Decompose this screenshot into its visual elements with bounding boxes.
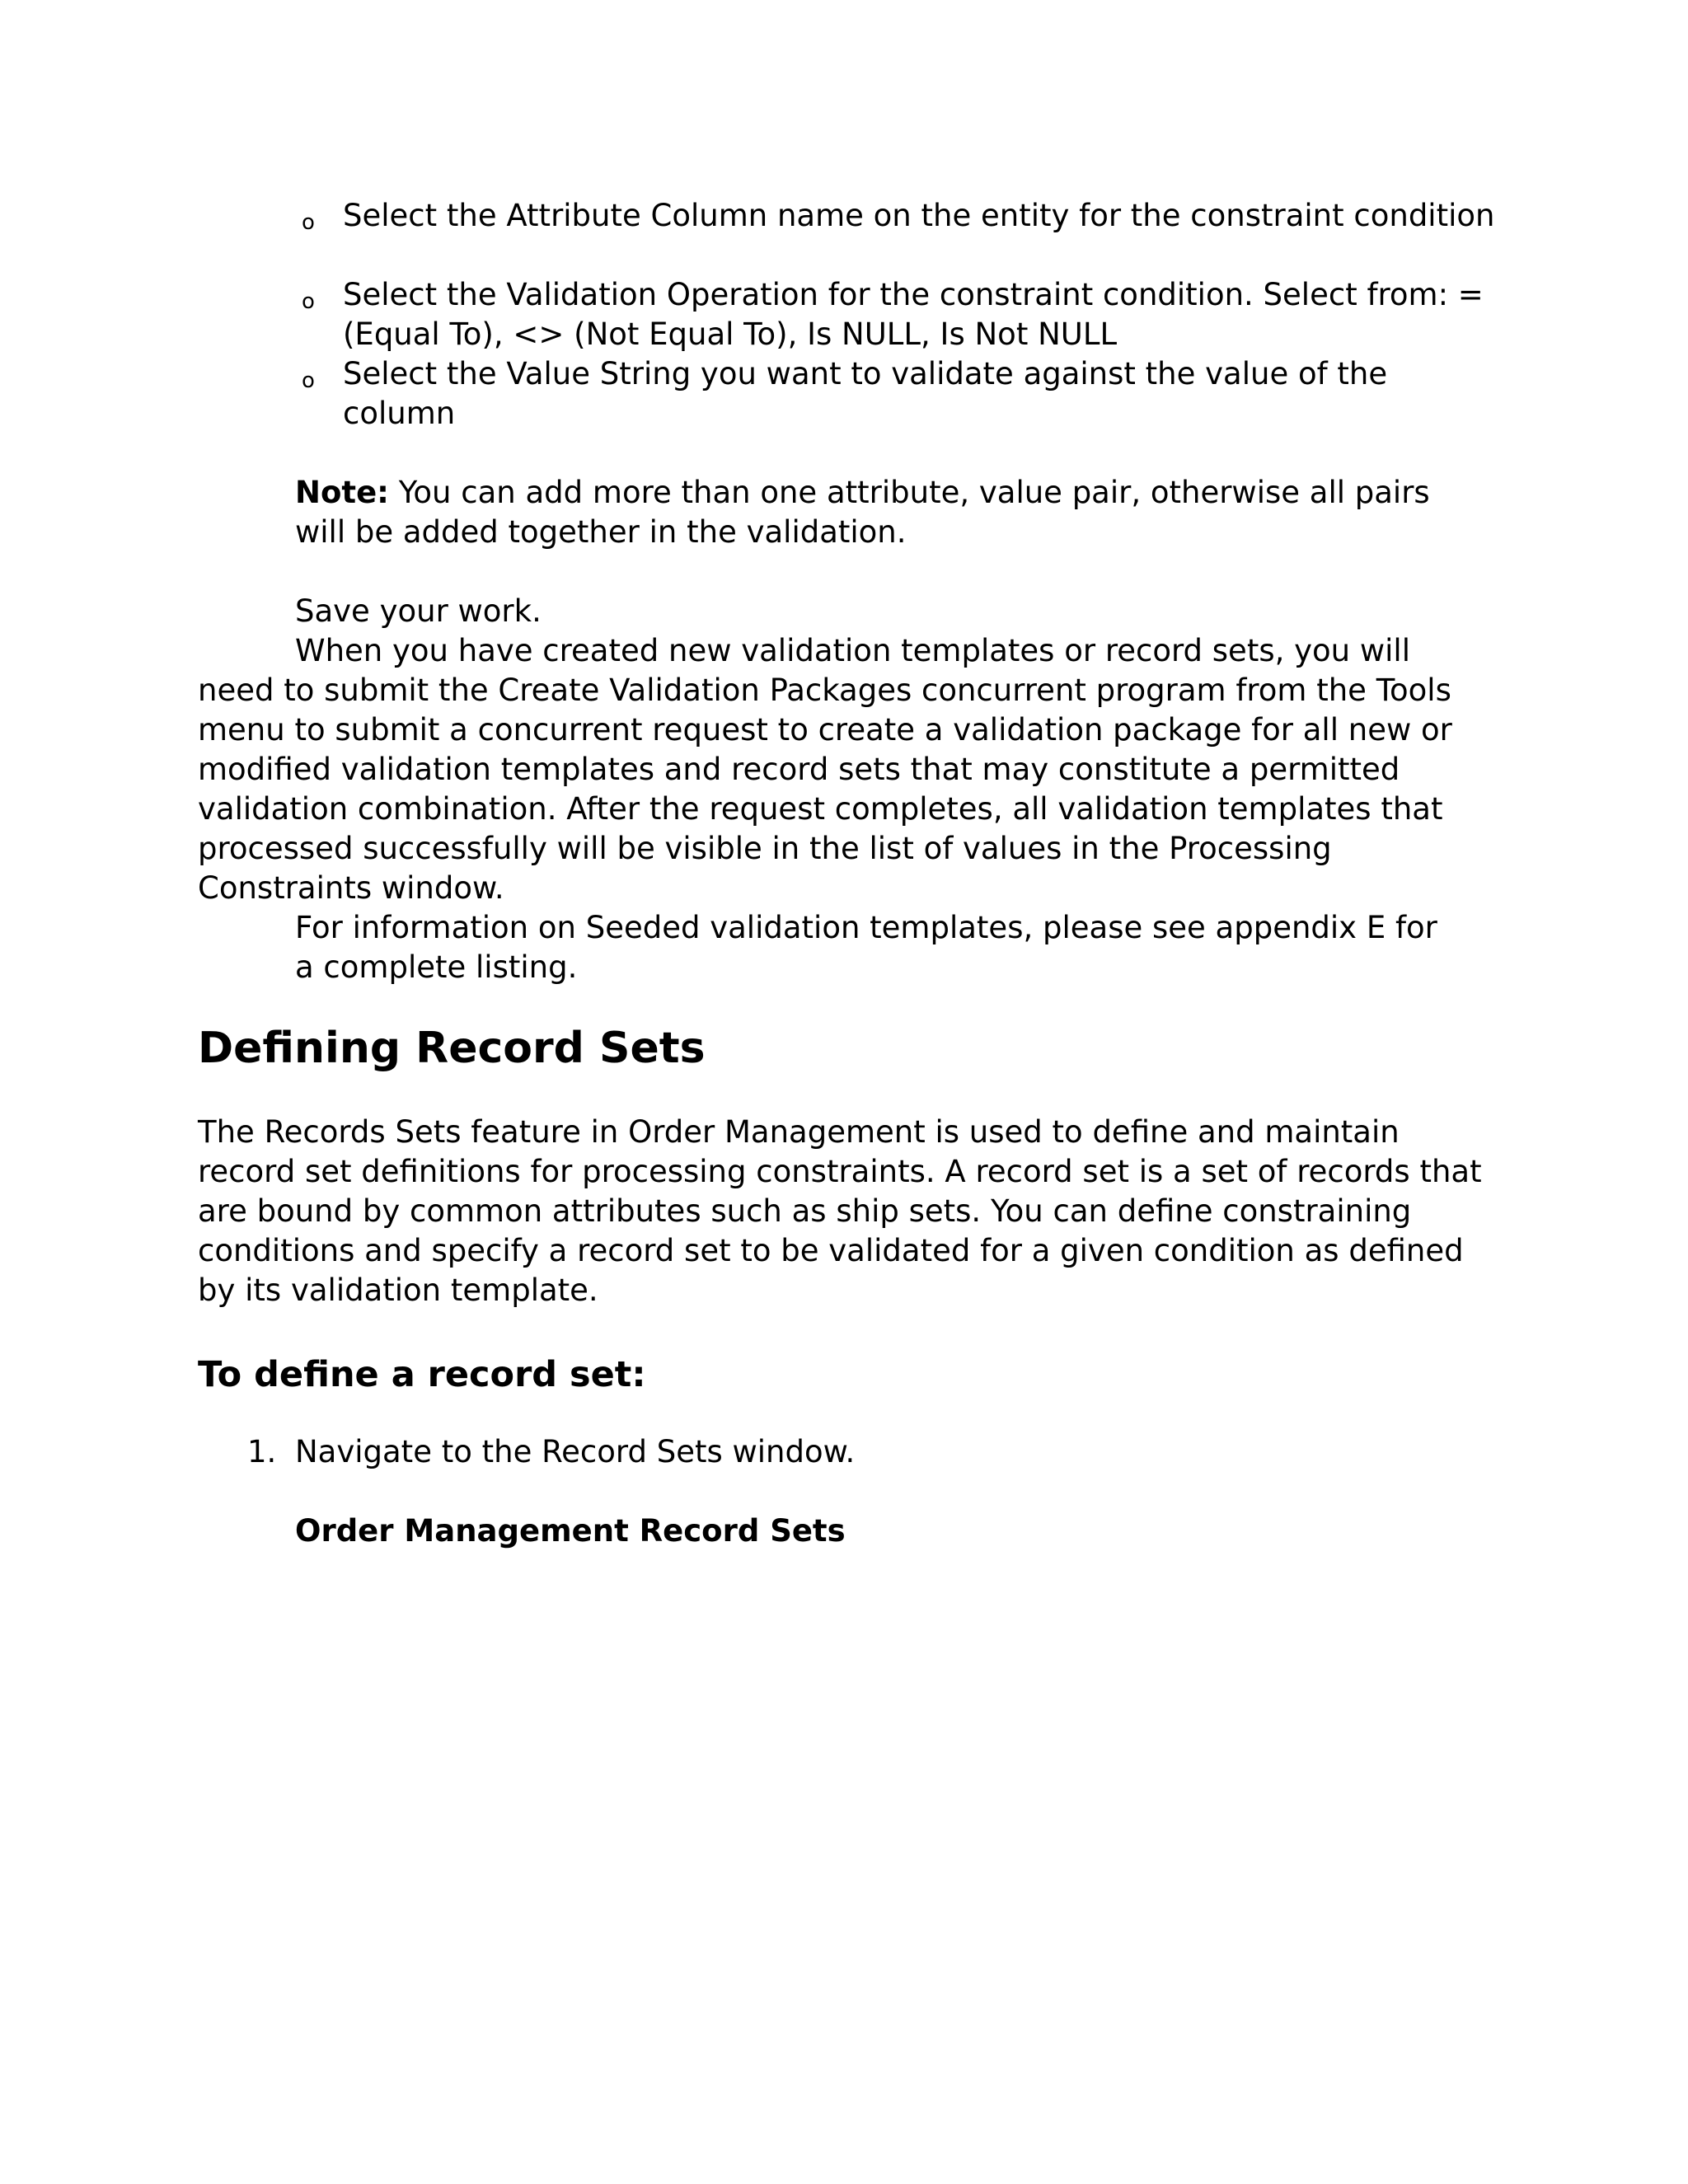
seeded-templates-paragraph: For information on Seeded validation templates, please see appendix E for a complete listing. — [295, 910, 1437, 985]
save-work-text: Save your work. — [295, 593, 542, 629]
bullet-circle-icon: o — [302, 368, 315, 393]
note-text: You can add more than one attribute, value pair, otherwise all pairs will be added together in the validation. — [295, 475, 1430, 550]
section-heading: Defining Record Sets — [198, 1024, 706, 1073]
navigation-path: Order Management Record Sets — [295, 1513, 846, 1549]
bullet-text: Select the Value String you want to validate against the value of the column — [343, 356, 1388, 431]
note-label: Note: — [295, 475, 389, 510]
record-sets-description: The Records Sets feature in Order Management is used to define and maintain record set definitions for processing constraints. A record set is a set of records that are bound by common attributes such as ship sets. You can define constraining conditions and specify a record set to be validated for a given condition as defined by its validation template. — [198, 1114, 1482, 1308]
bullet-circle-icon: o — [302, 289, 315, 314]
bullet-text: Select the Attribute Column name on the entity for the constraint condition — [343, 198, 1495, 233]
bullet-circle-icon: o — [302, 210, 315, 235]
step-text: Navigate to the Record Sets window. — [295, 1434, 856, 1469]
validation-packages-paragraph: When you have created new validation templates or record sets, you will need to submit the Create Validation Packages concurrent program from the Tools menu to submit a concurrent request to create a validation package for all new or modified validation templates and record sets that may constitute a permitted validation combination. After the request completes, all validation templates that processed successfully will be visible in the list of values in the Processing Constraints window. — [198, 633, 1452, 906]
bullet-item-validation-operation — [302, 275, 1497, 354]
bullet-text: Select the Validation Operation for the constraint condition. Select from: = (Equal To), <> (Not Equal To), Is NULL, Is Not NULL — [343, 277, 1484, 352]
bullet-item-attribute-column — [302, 196, 1497, 236]
procedure-heading: To define a record set: — [198, 1354, 646, 1395]
bullet-item-value-string — [302, 354, 1497, 434]
step-item: 1. Navigate to the Record Sets window. — [247, 1434, 856, 1469]
note-paragraph — [295, 473, 1465, 552]
